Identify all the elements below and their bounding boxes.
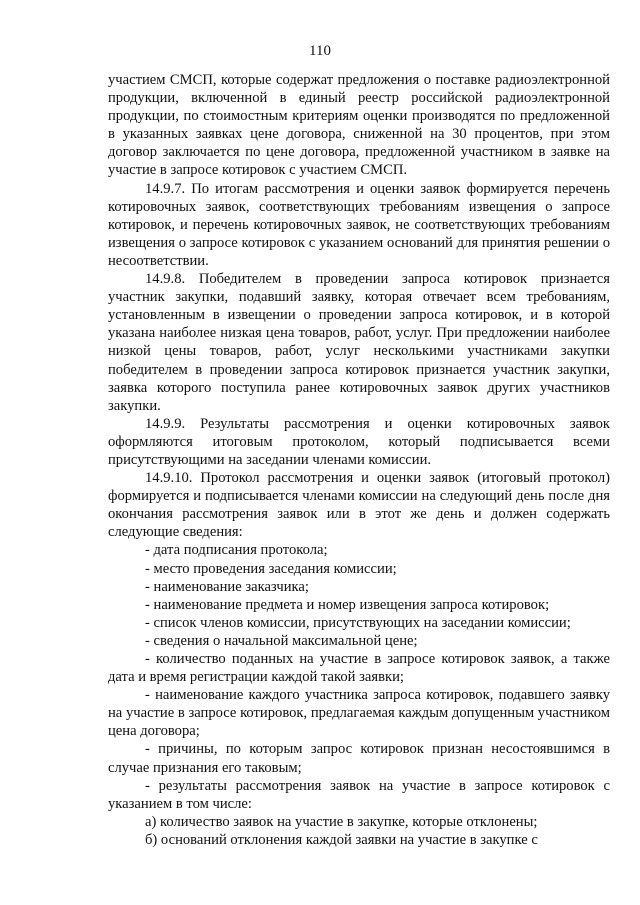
document-body: [108, 71, 610, 849]
list-item: - причины, по которым запрос котировок признан несостоявшимся в случае признания его таковым;: [108, 741, 610, 776]
list-item: - результаты рассмотрения заявок на участие в запросе котировок с указанием в том числе:: [108, 777, 610, 812]
list-item: - дата подписания протокола;: [145, 542, 328, 559]
list-item: - наименование предмета и номер извещения запроса котировок;: [145, 596, 550, 613]
list-item: - наименование каждого участника запроса котировок, подавшего заявку на участие в запросе котировок, предлагаемая каждым допущенным участником цена договора;: [108, 687, 610, 740]
paragraph-14-9-7: 14.9.7. По итогам рассмотрения и оценки заявок формируется перечень котировочных заявок, соответствующих требованиям извещения о запросе котировок, и перечень котировочных заявок, не соответствующих требованиям извещения о запросе котировок с указанием оснований для принятия решении о несоответствии.: [108, 180, 610, 269]
paragraph-14-9-10: 14.9.10. Протокол рассмотрения и оценки заявок (итоговый протокол) формируется и подписывается членами комиссии на следующий день после дня окончания рассмотрения заявок или в этот же день и должен содержать следующие сведения:: [108, 470, 610, 541]
list-item: б) оснований отклонения каждой заявки на участие в закупке с: [145, 831, 538, 848]
list-item: - сведения о начальной максимальной цене;: [145, 632, 418, 649]
list-item: - список членов комиссии, присутствующих на заседании комиссии;: [145, 614, 571, 631]
paragraph-continuation: участием СМСП, которые содержат предложения о поставке радиоэлектронной продукции, включенной в единый реестр российской радиоэлектронной продукции, по стоимостным критериям оценки производятся по предложенной в указанных заявках цене договора, сниженной на 30 процентов, при этом договор заключается по цене договора, предложенной участником в заявке на участие в запросе котировок с участием СМСП.: [108, 72, 610, 179]
list-item: - наименование заказчика;: [145, 578, 309, 595]
paragraph-14-9-8: 14.9.8. Победителем в проведении запроса котировок признается участник закупки, подавший заявку, которая отвечает всем требованиям, установленным в извещении о проведении запроса котировок, и в которой указана наиболее низкая цена товаров, работ, услуг. При предложении наиболее низкой цены товаров, работ, услуг несколькими участниками закупки победителем в проведении запроса котировок признается участник закупки, заявка которого поступила ранее котировочных заявок других участников закупки.: [108, 271, 610, 414]
list-item: а) количество заявок на участие в закупке, которые отклонены;: [145, 813, 538, 830]
list-item: - количество поданных на участие в запросе котировок заявок, а также дата и время регистрации каждой такой заявки;: [108, 651, 610, 686]
list-item: - место проведения заседания комиссии;: [145, 560, 397, 577]
paragraph-14-9-9: 14.9.9. Результаты рассмотрения и оценки котировочных заявок оформляются итоговым протоколом, который подписывается всеми присутствующими на заседании членами комиссии.: [108, 415, 610, 468]
page-number: 110: [309, 43, 331, 59]
